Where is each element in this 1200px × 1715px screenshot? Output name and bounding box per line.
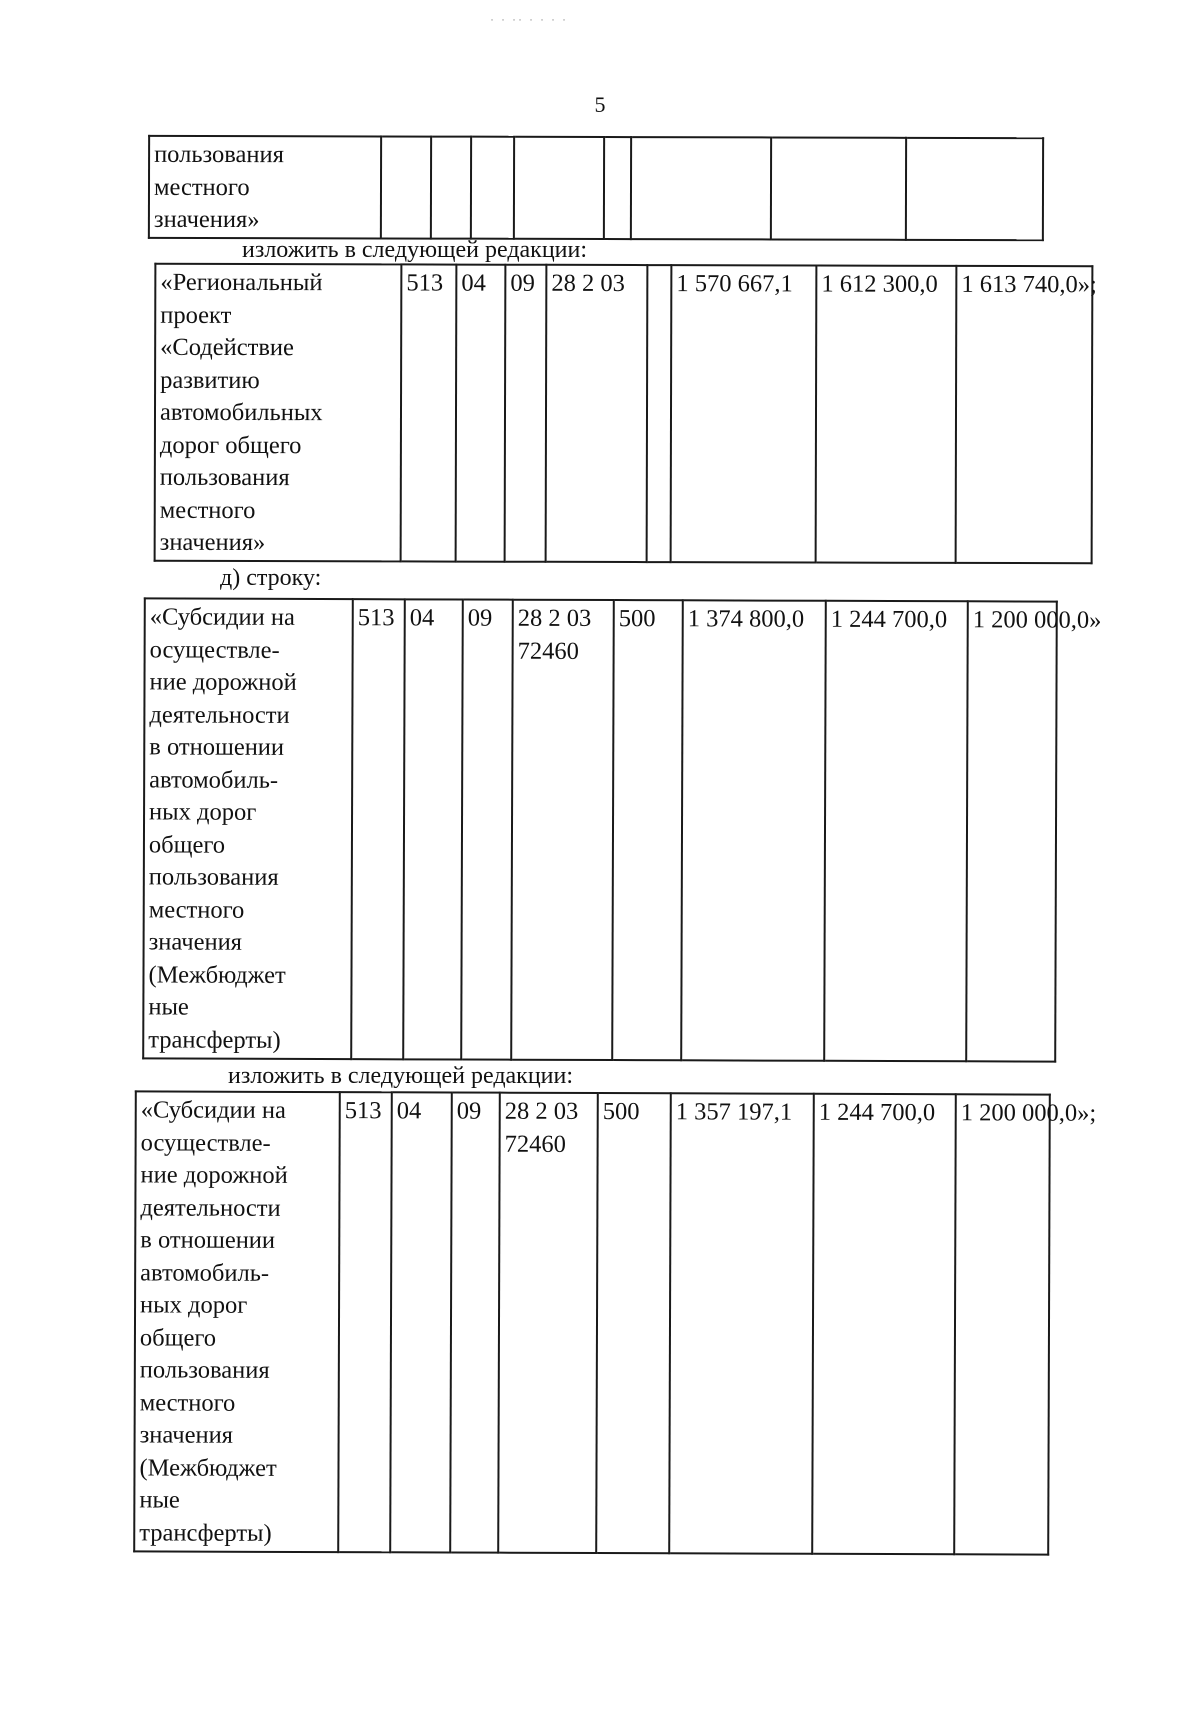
section-code: 04: [403, 599, 463, 1059]
amount-year-3: [906, 138, 1043, 240]
expense-type: [604, 137, 631, 239]
amount-year-2: 1 244 700,0: [824, 601, 968, 1061]
subsection-code: 09: [461, 600, 513, 1060]
amount-year-3: 1 200 000,0»: [966, 601, 1057, 1061]
subsection-code: 09: [450, 1093, 500, 1553]
amount-year-1: 1 374 800,0: [681, 600, 826, 1060]
subsection-code: 09: [505, 265, 547, 562]
table-row: [155, 264, 1093, 563]
amendment-note: д) строку:: [220, 565, 322, 591]
budget-table-subsidies-old: [142, 597, 1102, 1062]
table-row: [134, 1091, 1050, 1554]
target-article: 28 2 03: [546, 265, 648, 562]
budget-table-continuation: [148, 135, 1044, 241]
target-article: 28 2 03 72460: [511, 600, 614, 1060]
department-code: [381, 136, 431, 238]
department-code: 513: [401, 264, 457, 561]
section-code: [431, 137, 471, 239]
budget-table-subsidies-new: [133, 1090, 1097, 1555]
expense-type: 500: [596, 1093, 671, 1553]
budget-table-regional-project: [154, 263, 1097, 564]
row-description: «Субсидии на осуществле- ние дорожной деятельности в отношении автомобиль- ных дорог общего пользования местного значения (Межбюджет ные трансферты): [143, 598, 353, 1059]
amendment-note: изложить в следующей редакции:: [242, 237, 588, 263]
amendment-note: изложить в следующей редакции:: [228, 1063, 574, 1089]
row-description: «Региональный проект «Содействие развитию автомобильных дорог общего пользования местного значения»: [155, 264, 402, 561]
target-article: [514, 137, 604, 239]
subsection-code: [471, 137, 514, 239]
scan-artifact: ˙ ˙ ˙˙ ˙ ˙ ˙ ˙: [490, 16, 568, 30]
row-description: «Субсидии на осуществле- ние дорожной деятельности в отношении автомобиль- ных дорог общего пользования местного значения (Межбюджет ные трансферты): [134, 1091, 340, 1552]
amount-year-1: [631, 137, 771, 239]
table-row: [143, 598, 1057, 1061]
amount-year-2: 1 244 700,0: [812, 1094, 956, 1554]
section-code: 04: [390, 1092, 452, 1552]
page-number: 5: [594, 92, 606, 117]
expense-type: 500: [612, 600, 683, 1060]
target-article: 28 2 03 72460: [498, 1093, 598, 1553]
amount-year-2: 1 612 300,0: [816, 266, 957, 563]
amount-year-3: 1 613 740,0»;: [956, 266, 1093, 563]
expense-type: [647, 265, 672, 562]
table-row: [149, 136, 1043, 240]
row-description: пользования местного значения»: [149, 136, 381, 238]
amount-year-3: 1 200 000,0»;: [954, 1094, 1050, 1554]
department-code: 513: [338, 1092, 392, 1552]
section-code: 04: [456, 265, 506, 562]
department-code: 513: [351, 599, 405, 1059]
amount-year-1: 1 570 667,1: [671, 265, 817, 562]
amount-year-2: [771, 137, 906, 239]
amount-year-1: 1 357 197,1: [669, 1093, 814, 1553]
